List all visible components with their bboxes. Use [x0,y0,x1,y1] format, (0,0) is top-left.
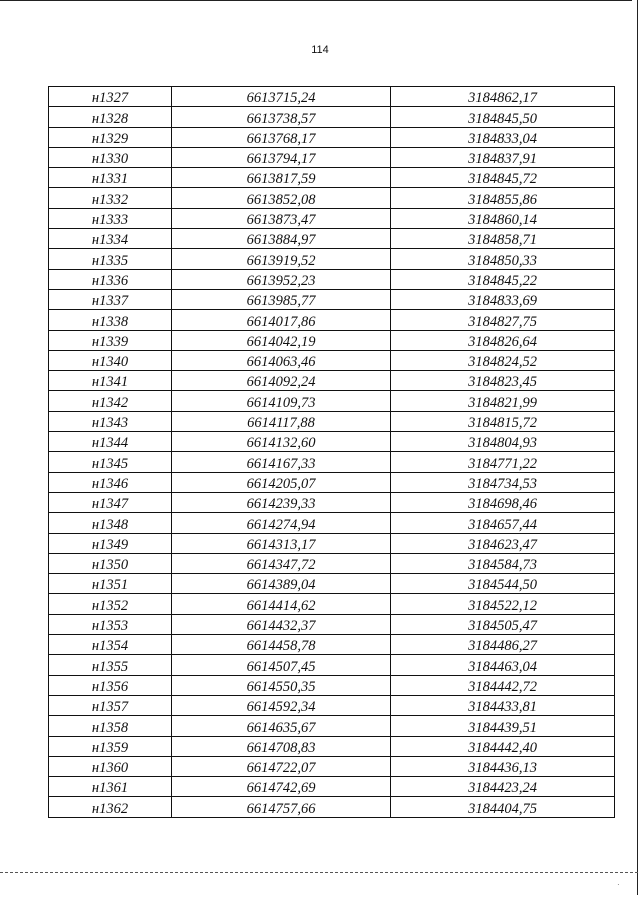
page-top-edge [0,0,632,1]
point-id-cell: н1362 [49,797,172,817]
point-id-cell: н1337 [49,289,172,309]
x-coordinate-cell: 6614274,94 [172,513,391,533]
y-coordinate-cell: 3184833,04 [391,127,615,147]
point-id-cell: н1335 [49,249,172,269]
x-coordinate-cell: 6614205,07 [172,472,391,492]
point-id-cell: н1330 [49,147,172,167]
table-row [49,635,615,655]
y-coordinate-cell: 3184850,33 [391,249,615,269]
table-row [49,452,615,472]
x-coordinate-cell: 6613715,24 [172,87,391,107]
table-row [49,777,615,797]
point-id-cell: н1328 [49,107,172,127]
x-coordinate-cell: 6613738,57 [172,107,391,127]
table-row [49,371,615,391]
y-coordinate-cell: 3184815,72 [391,411,615,431]
point-id-cell: н1341 [49,371,172,391]
x-coordinate-cell: 6614432,37 [172,614,391,634]
y-coordinate-cell: 3184771,22 [391,452,615,472]
x-coordinate-cell: 6613884,97 [172,229,391,249]
x-coordinate-cell: 6613852,08 [172,188,391,208]
x-coordinate-cell: 6614414,62 [172,594,391,614]
y-coordinate-cell: 3184698,46 [391,492,615,512]
x-coordinate-cell: 6614347,72 [172,553,391,573]
x-coordinate-cell: 6614092,24 [172,371,391,391]
table-row [49,411,615,431]
y-coordinate-cell: 3184522,12 [391,594,615,614]
point-id-cell: н1327 [49,87,172,107]
point-id-cell: н1336 [49,269,172,289]
y-coordinate-cell: 3184436,13 [391,756,615,776]
y-coordinate-cell: 3184505,47 [391,614,615,634]
point-id-cell: н1351 [49,574,172,594]
y-coordinate-cell: 3184845,22 [391,269,615,289]
x-coordinate-cell: 6614063,46 [172,350,391,370]
x-coordinate-cell: 6614017,86 [172,310,391,330]
table-row [49,513,615,533]
table-row [49,229,615,249]
y-coordinate-cell: 3184442,40 [391,736,615,756]
point-id-cell: н1348 [49,513,172,533]
y-coordinate-cell: 3184860,14 [391,208,615,228]
y-coordinate-cell: 3184657,44 [391,513,615,533]
table-row [49,188,615,208]
y-coordinate-cell: 3184544,50 [391,574,615,594]
point-id-cell: н1358 [49,716,172,736]
y-coordinate-cell: 3184423,24 [391,777,615,797]
y-coordinate-cell: 3184845,50 [391,107,615,127]
point-id-cell: н1344 [49,432,172,452]
y-coordinate-cell: 3184826,64 [391,330,615,350]
point-id-cell: н1353 [49,614,172,634]
table-row [49,614,615,634]
x-coordinate-cell: 6613919,52 [172,249,391,269]
point-id-cell: н1355 [49,655,172,675]
y-coordinate-cell: 3184463,04 [391,655,615,675]
table-row [49,492,615,512]
x-coordinate-cell: 6614239,33 [172,492,391,512]
point-id-cell: н1332 [49,188,172,208]
y-coordinate-cell: 3184824,52 [391,350,615,370]
table-row [49,87,615,107]
table-row [49,310,615,330]
y-coordinate-cell: 3184862,17 [391,87,615,107]
x-coordinate-cell: 6614313,17 [172,533,391,553]
coordinates-table [48,86,615,818]
footer-divider [0,872,638,873]
x-coordinate-cell: 6614635,67 [172,716,391,736]
table-row [49,695,615,715]
table-row [49,553,615,573]
x-coordinate-cell: 6614458,78 [172,635,391,655]
table-row [49,432,615,452]
x-coordinate-cell: 6614757,66 [172,797,391,817]
y-coordinate-cell: 3184623,47 [391,533,615,553]
y-coordinate-cell: 3184858,71 [391,229,615,249]
point-id-cell: н1342 [49,391,172,411]
point-id-cell: н1331 [49,168,172,188]
y-coordinate-cell: 3184486,27 [391,635,615,655]
x-coordinate-cell: 6613952,23 [172,269,391,289]
point-id-cell: н1357 [49,695,172,715]
coordinates-table-body [49,87,615,818]
y-coordinate-cell: 3184845,72 [391,168,615,188]
table-row [49,756,615,776]
table-row [49,249,615,269]
y-coordinate-cell: 3184442,72 [391,675,615,695]
x-coordinate-cell: 6614708,83 [172,736,391,756]
y-coordinate-cell: 3184827,75 [391,310,615,330]
point-id-cell: н1352 [49,594,172,614]
table-row [49,594,615,614]
x-coordinate-cell: 6614389,04 [172,574,391,594]
table-row [49,675,615,695]
table-row [49,107,615,127]
y-coordinate-cell: 3184584,73 [391,553,615,573]
table-row [49,127,615,147]
table-row [49,330,615,350]
table-row [49,269,615,289]
point-id-cell: н1350 [49,553,172,573]
y-coordinate-cell: 3184855,86 [391,188,615,208]
point-id-cell: н1361 [49,777,172,797]
y-coordinate-cell: 3184823,45 [391,371,615,391]
y-coordinate-cell: 3184837,91 [391,147,615,167]
table-row [49,208,615,228]
table-row [49,289,615,309]
table-row [49,147,615,167]
x-coordinate-cell: 6614550,35 [172,675,391,695]
y-coordinate-cell: 3184404,75 [391,797,615,817]
x-coordinate-cell: 6614109,73 [172,391,391,411]
table-row [49,736,615,756]
y-coordinate-cell: 3184821,99 [391,391,615,411]
table-row [49,391,615,411]
point-id-cell: н1345 [49,452,172,472]
table-row [49,574,615,594]
point-id-cell: н1338 [49,310,172,330]
point-id-cell: н1346 [49,472,172,492]
page-right-edge [637,0,638,895]
x-coordinate-cell: 6614132,60 [172,432,391,452]
x-coordinate-cell: 6613985,77 [172,289,391,309]
y-coordinate-cell: 3184734,53 [391,472,615,492]
table-row [49,716,615,736]
x-coordinate-cell: 6614507,45 [172,655,391,675]
point-id-cell: н1356 [49,675,172,695]
point-id-cell: н1329 [49,127,172,147]
x-coordinate-cell: 6613817,59 [172,168,391,188]
table-row [49,472,615,492]
point-id-cell: н1347 [49,492,172,512]
x-coordinate-cell: 6614592,34 [172,695,391,715]
point-id-cell: н1354 [49,635,172,655]
y-coordinate-cell: 3184833,69 [391,289,615,309]
point-id-cell: н1349 [49,533,172,553]
footer-mark: · [617,880,620,889]
table-row [49,655,615,675]
table-row [49,797,615,817]
point-id-cell: н1334 [49,229,172,249]
y-coordinate-cell: 3184804,93 [391,432,615,452]
x-coordinate-cell: 6614167,33 [172,452,391,472]
x-coordinate-cell: 6614742,69 [172,777,391,797]
y-coordinate-cell: 3184439,51 [391,716,615,736]
point-id-cell: н1360 [49,756,172,776]
x-coordinate-cell: 6613873,47 [172,208,391,228]
x-coordinate-cell: 6614117,88 [172,411,391,431]
y-coordinate-cell: 3184433,81 [391,695,615,715]
point-id-cell: н1333 [49,208,172,228]
table-row [49,168,615,188]
point-id-cell: н1340 [49,350,172,370]
x-coordinate-cell: 6614722,07 [172,756,391,776]
table-row [49,350,615,370]
page-number: 114 [311,44,329,56]
table-row [49,533,615,553]
x-coordinate-cell: 6614042,19 [172,330,391,350]
x-coordinate-cell: 6613768,17 [172,127,391,147]
x-coordinate-cell: 6613794,17 [172,147,391,167]
point-id-cell: н1339 [49,330,172,350]
point-id-cell: н1359 [49,736,172,756]
point-id-cell: н1343 [49,411,172,431]
